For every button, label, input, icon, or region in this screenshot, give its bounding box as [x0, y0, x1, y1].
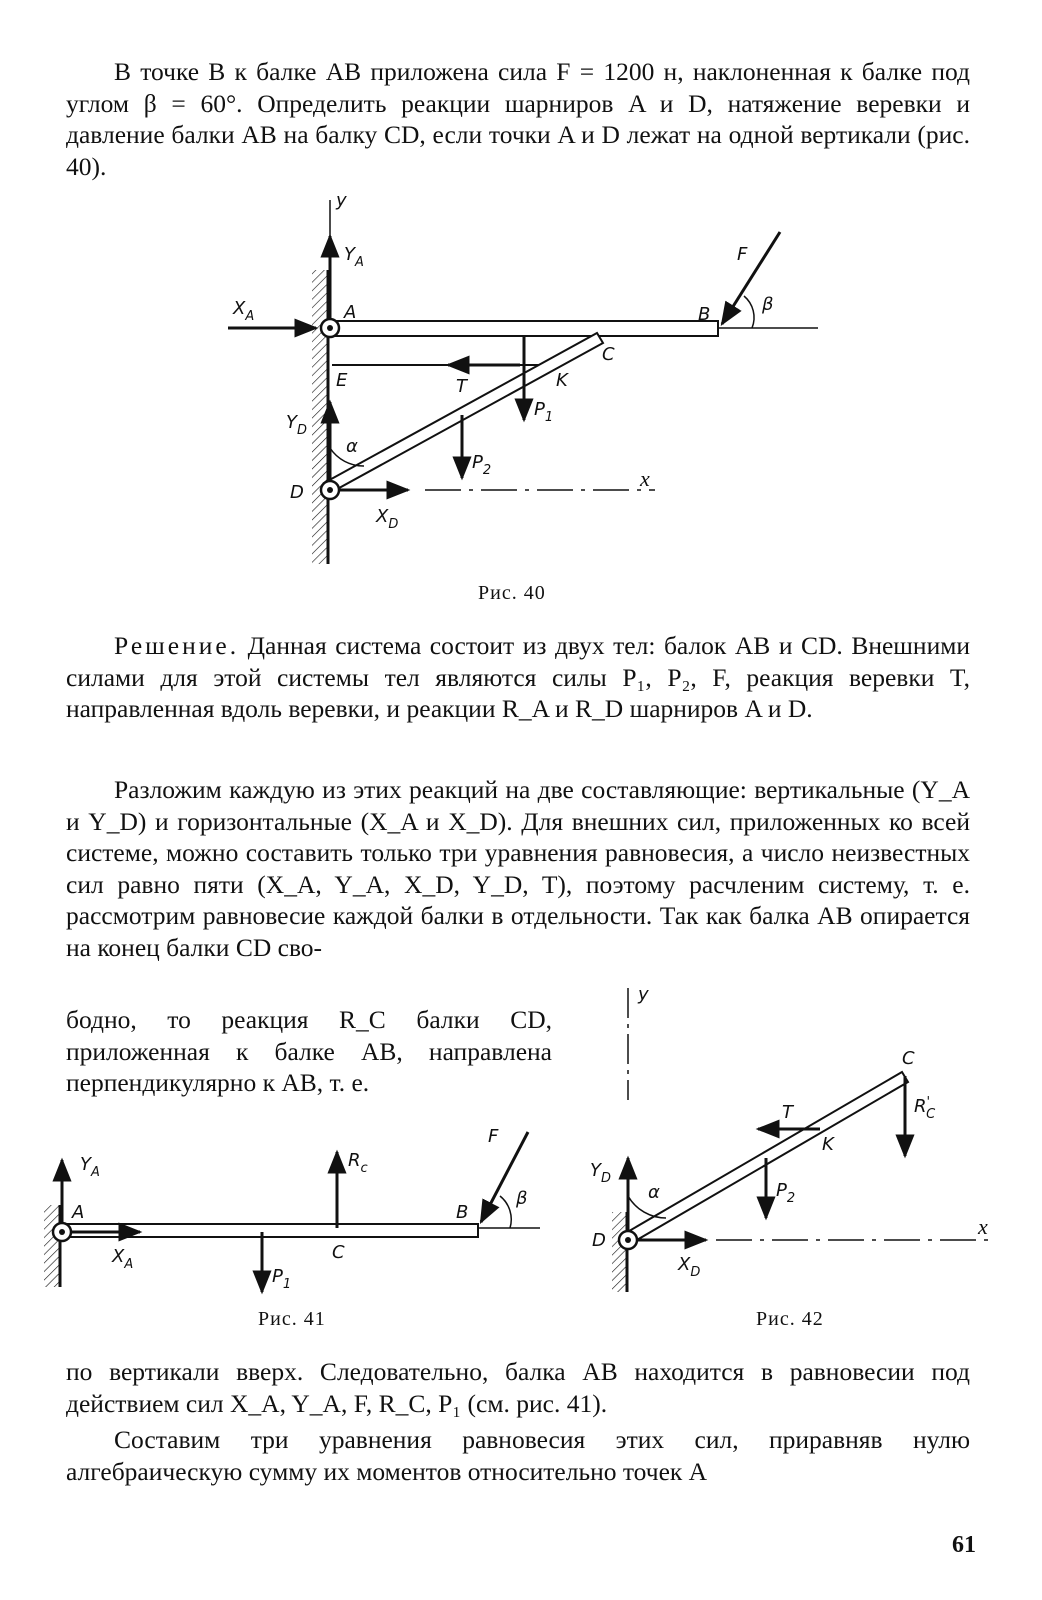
solution-p2: Разложим каждую из этих реакций на две составляющие: вертикальные (Y_A и Y_D) и горизонтальные (X_A и X_D). Для внешних сил, приложенных ко всей системе, можно составить только три уравнения равновесия, а число неизвестных сил равно пяти (X_A, Y_A, X_D, Y_D, T), поэтому расчленим систему, т. е. рассмотрим равновесие каждой балки в отдельности. Так как балка AB опирается на конец балки CD сво- [66, 775, 970, 962]
fig41-label-YA: $Y_A$ [80, 1154, 100, 1180]
fig40-label-K: K [556, 370, 568, 391]
solution-paragraph-3 [66, 1356, 970, 1419]
fig42-label-YD: $Y_D$ [590, 1160, 612, 1186]
fig42-label-P2: $P_2$ [776, 1180, 796, 1206]
fig40-label-F: F [737, 244, 748, 265]
problem-sentence: В точке B к балке AB приложена сила F = 1200 н, наклоненная к балке под углом β = 60°. Определить реакции шарниров A и D, натяжение веревки и давление балки AB на балку CD, если точки A и D лежат на одной вертикали (рис. 40). [66, 57, 970, 181]
fig42-label-RC: R' C [914, 1095, 936, 1122]
fig41-caption: Рис. 41 [258, 1308, 326, 1330]
fig40-label-y: y [336, 190, 347, 211]
fig40-label-alpha: α [346, 436, 358, 457]
fig42-label-C: C [902, 1048, 915, 1069]
fig40-label-C: C [602, 344, 615, 365]
fig42-label-y: y [638, 984, 649, 1005]
fig40-label-x: x [640, 466, 650, 491]
fig41-label-RC: $R_c$ [348, 1150, 368, 1176]
fig40-label-A: A [344, 302, 357, 323]
fig42-label-T: T [782, 1102, 793, 1123]
fig42-caption: Рис. 42 [756, 1308, 824, 1330]
fig41-label-B: B [456, 1202, 469, 1223]
solution-p1: Данная система состоит из двух тел: балок AB и CD. Внешними силами для этой системы тел являются силы P₁, P₂, F, реакция веревки T, направленная вдоль веревки, и реакции R_A и R_D шарниров A и D. [66, 631, 971, 723]
fig40-label-beta: β [762, 294, 774, 315]
fig41-label-P1: $P_1$ [272, 1266, 292, 1292]
fig41-label-F: F [488, 1126, 499, 1147]
fig41-label-beta: β [516, 1188, 528, 1209]
fig42-label-D: D [592, 1230, 606, 1251]
solution-paragraph-4 [66, 1424, 970, 1487]
fig40-label-P1: $P_1$ [534, 399, 554, 425]
solution-p3: по вертикали вверх. Следовательно, балка AB находится в равновесии под действием сил X_A, Y_A, F, R_C, P₁ (см. рис. 41). [66, 1357, 970, 1418]
page-number: 61 [952, 1532, 976, 1558]
fig42-label-XD: $X_D$ [678, 1254, 701, 1280]
solution-p4: Составим три уравнения равновесия этих сил, приравняв нулю алгебраическую сумму их моментов относительно точек A [66, 1425, 970, 1486]
fig42-wall-hatch [612, 1212, 627, 1292]
fig41-label-XA: $X_A$ [112, 1246, 134, 1272]
fig41-label-A: A [72, 1202, 85, 1223]
fig42-label-K: K [822, 1134, 834, 1155]
fig42-hinge-D-dot [625, 1237, 631, 1243]
fig40-label-YD: $Y_D$ [286, 412, 308, 438]
fig42-label-x: x [978, 1214, 988, 1239]
fig42-label-alpha: α [648, 1182, 660, 1203]
fig40-label-XA: $X_A$ [233, 298, 255, 324]
fig40-label-YA: $Y_A$ [344, 244, 364, 270]
fig40-caption: Рис. 40 [478, 582, 546, 604]
fig40-label-D: D [290, 482, 304, 503]
fig40-label-XD: $X_D$ [376, 506, 399, 532]
fig40-label-E: E [336, 370, 348, 391]
fig41-label-C: C [332, 1242, 345, 1263]
fig40-label-B: B [698, 304, 711, 325]
solution-heading: Решение. [114, 631, 240, 660]
solution-p2-narrow: бодно, то реакция R_C балки CD, приложенная к балке AB, направлена перпендикулярно к AB, т. е. [66, 1005, 552, 1097]
fig40-label-T: T [456, 376, 467, 397]
fig40-label-P2: $P_2$ [472, 452, 492, 478]
